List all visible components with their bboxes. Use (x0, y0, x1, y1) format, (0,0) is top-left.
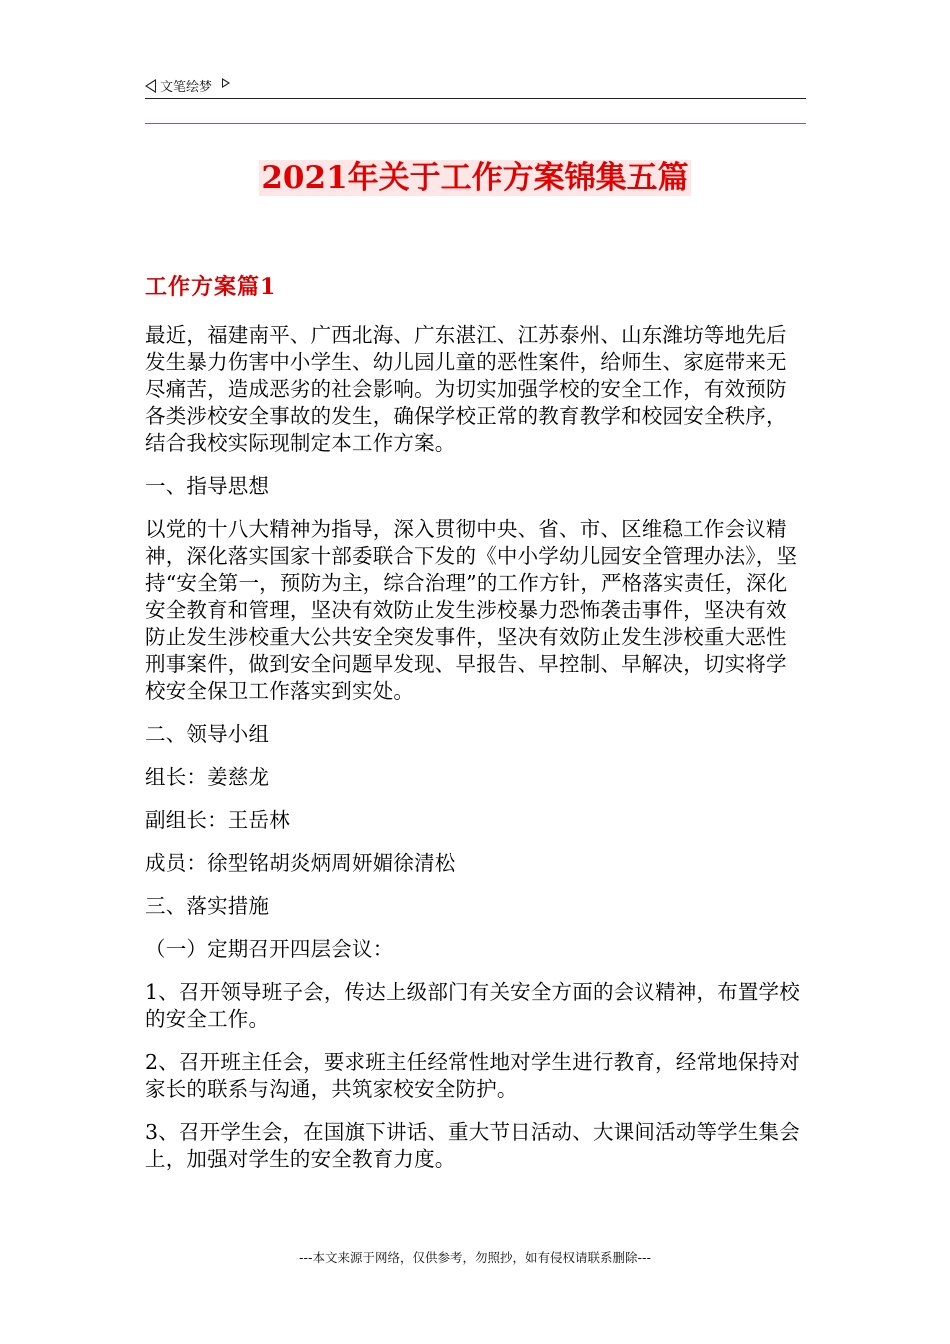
measure-item-3: 3、召开学生会，在国旗下讲话、重大节日活动、大课间活动等学生集会上，加强对学生的安全教育力度。 (145, 1120, 800, 1171)
header-divider-secondary (145, 123, 806, 124)
measure-item-1: 1、召开领导班子会，传达上级部门有关安全方面的会议精神，布置学校的安全工作。 (145, 980, 800, 1031)
left-triangle-icon (145, 79, 156, 93)
paragraph-guiding-thought: 以党的十八大精神为指导，深入贯彻中央、省、市、区维稳工作会议精神，深化落实国家十部委联合下发的《中小学幼儿园安全管理办法》，坚持“安全第一，预防为主，综合治理”的工作方针，严格落实责任，深化安全教育和管理，坚决有效防止发生涉校暴力恐怖袭击事件，坚决有效防止发生涉校重大公共安全突发事件，坚决有效防止发生涉校重大恶性刑事案件，做到安全问题早发现、早报告、早控制、早解决，切实将学校安全保卫工作落实到实处。 (145, 517, 798, 703)
group-members: 成员：徐型铭胡炎炳周妍媚徐清松 (145, 851, 456, 875)
document-title-text: 2021年关于工作方案锦集五篇 (261, 160, 689, 196)
header-divider (145, 98, 806, 99)
measure-item-2: 2、召开班主任会，要求班主任经常性地对学生进行教育，经常地保持对家长的联系与沟通，共筑家校安全防护。 (145, 1050, 800, 1101)
group-leader: 组长：姜慈龙 (145, 765, 270, 789)
deputy-group-leader: 副组长：王岳林 (145, 808, 290, 832)
paragraph-intro: 最近，福建南平、广西北海、广东湛江、江苏泰州、山东潍坊等地先后发生暴力伤害中小学生、幼儿园儿童的恶性案件，给师生、家庭带来无尽痛苦，造成恶劣的社会影响。为切实加强学校的安全工作，有效预防各类涉校安全事故的发生，确保学校正常的教育教学和校园安全秩序，结合我校实际现制定本工作方案。 (145, 323, 787, 455)
brand (145, 76, 230, 95)
document-body (145, 322, 807, 1189)
brand-name: 文笔绘梦 (160, 80, 213, 95)
heading-measures: 三、落实措施 (145, 894, 270, 918)
document-title (0, 152, 950, 197)
heading-leadership-group: 二、领导小组 (145, 722, 270, 746)
page-footer: ---本文来源于网络，仅供参考，勿照抄，如有侵权请联系删除--- (298, 1250, 652, 1265)
section-heading: 工作方案篇1 (145, 274, 277, 300)
heading-guiding-thought: 一、指导思想 (145, 474, 270, 498)
page-header (145, 72, 806, 98)
right-triangle-icon (222, 78, 230, 88)
subheading-meetings: （一）定期召开四层会议： (145, 937, 394, 961)
